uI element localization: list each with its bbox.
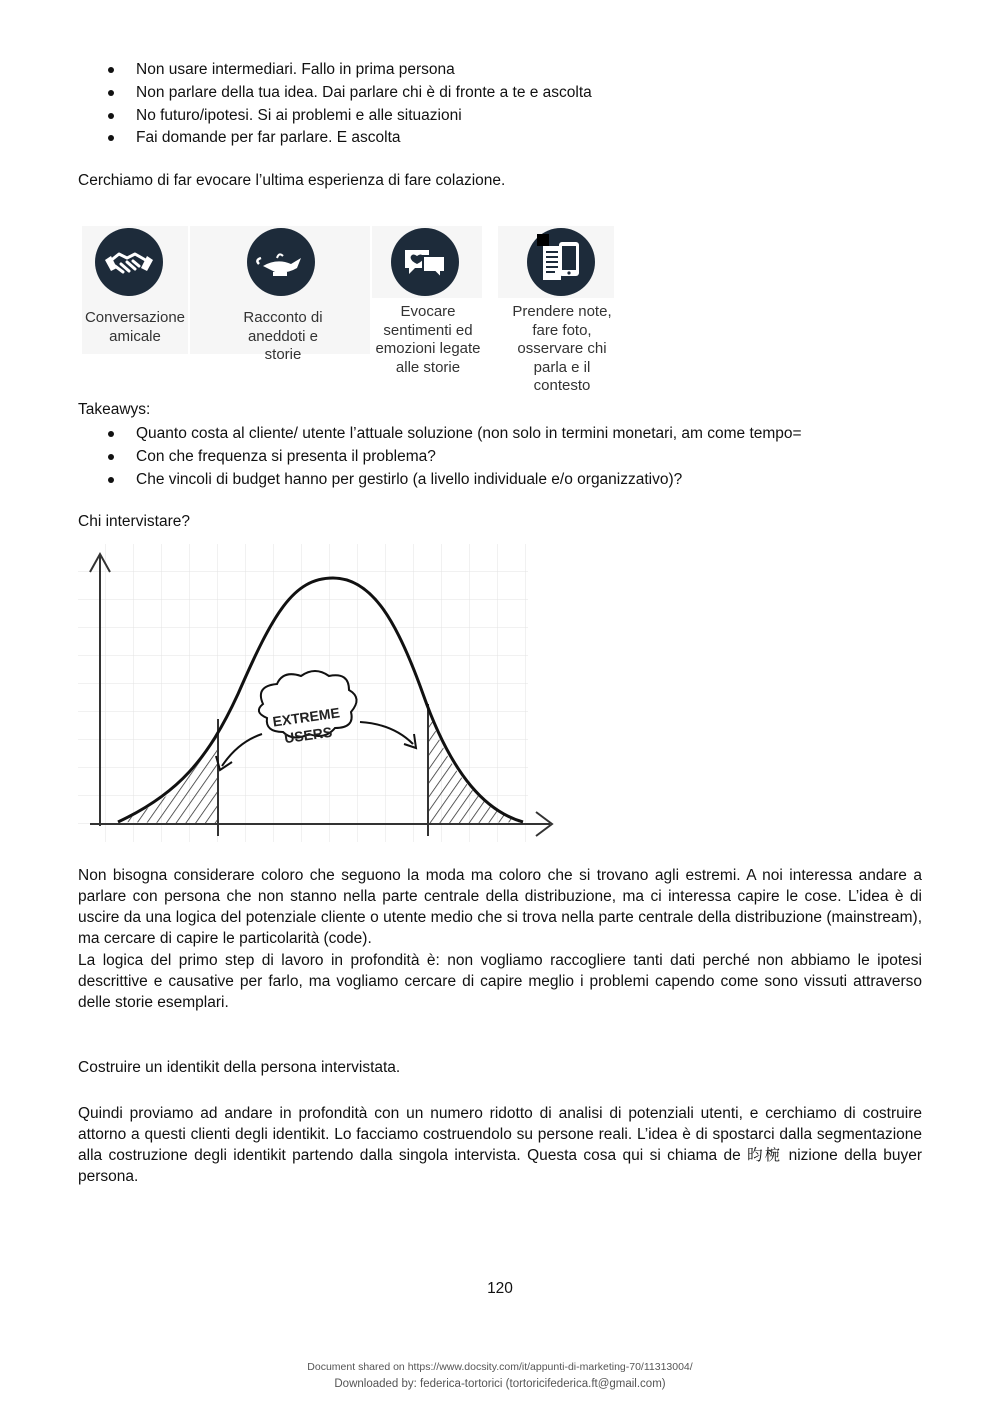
speech-heart-icon (391, 228, 459, 296)
bullet-list-takeaways (108, 423, 802, 491)
paragraph-buyer-persona: Quindi proviamo ad andare in profondità con un numero ridotto di analisi di potenziali utenti, e cerchiamo di costruire attorno a questi clienti degli identikit. Lo facciamo costruendolo su persone reali. L’idea è di spostarci dalla segmentazione alla costruzione degli identikit partendo dalla singola intervista. Questa cosa qui si chiama de 昀椀 nizione della buyer persona. (78, 1105, 922, 1185)
identikit-heading: Costruire un identikit della persona intervistata. (78, 1059, 401, 1076)
list-item: Non usare intermediari. Fallo in prima persona (108, 59, 592, 82)
intro-text: Cerchiamo di far evocare l’ultima esperienza di fare colazione. (78, 172, 506, 189)
bubble-text-line2: USERS (283, 723, 334, 747)
icon-label: Conversazione amicale (84, 309, 186, 345)
icon-label: Prendere note, fare foto, osservare chi parla e il contesto (512, 303, 612, 395)
magic-lamp-icon (247, 228, 315, 296)
list-item: Con che frequenza si presenta il problema? (108, 446, 802, 469)
extreme-users-diagram (78, 544, 558, 844)
bubble-text-line1: EXTREME (271, 704, 341, 730)
footer-downloaded-by: Downloaded by: federica-tortorici (tortoricifederica.ft@gmail.com) (334, 1378, 666, 1390)
list-item: Quanto costa al cliente/ utente l’attuale soluzione (non solo in termini monetari, am come tempo= (108, 423, 802, 446)
page-number: 120 (487, 1280, 513, 1297)
list-item: Che vincoli di budget hanno per gestirlo (a livello individuale e/o organizzativo)? (108, 469, 802, 492)
notes-phone-icon (527, 228, 595, 296)
handshake-icon (95, 228, 163, 296)
icon-label: Racconto di aneddoti e storie (243, 309, 323, 364)
who-to-interview-heading: Chi intervistare? (78, 513, 190, 530)
icon-label: Evocare sentimenti ed emozioni legate alle storie (375, 303, 481, 376)
list-item: No futuro/ipotesi. Si ai problemi e alle situazioni (108, 105, 592, 128)
paragraph-first-step: La logica del primo step di lavoro in profondità è: non vogliamo raccogliere tanti dati perché non abbiamo le ipotesi descrittive e causative per farlo, ma vogliamo cercare di capire meglio i problemi capendo come sono vissuti attraverso delle storie esemplari. (78, 952, 922, 1011)
bullet-list-interview-rules (108, 59, 592, 150)
paragraph-extremes: Non bisogna considerare coloro che seguono la moda ma coloro che si trovano agli estremi. A noi interessa andare a parlare con persona che non stanno nella parte centrale della distribuzione, ma ci interessa capire le cose. L’idea è di uscire da una logica del potenziale cliente o utente medio che si trova nella parte centrale della distribuzione (mainstream), ma cercare di capire le particolarità (code). (78, 867, 922, 947)
list-item: Non parlare della tua idea. Dai parlare chi è di fronte a te e ascolta (108, 82, 592, 105)
footer-shared-link: Document shared on https://www.docsity.com/it/appunti-di-marketing-70/11313004/ (307, 1361, 693, 1373)
list-item: Fai domande per far parlare. E ascolta (108, 127, 592, 150)
takeaways-heading: Takeawys: (78, 401, 151, 418)
